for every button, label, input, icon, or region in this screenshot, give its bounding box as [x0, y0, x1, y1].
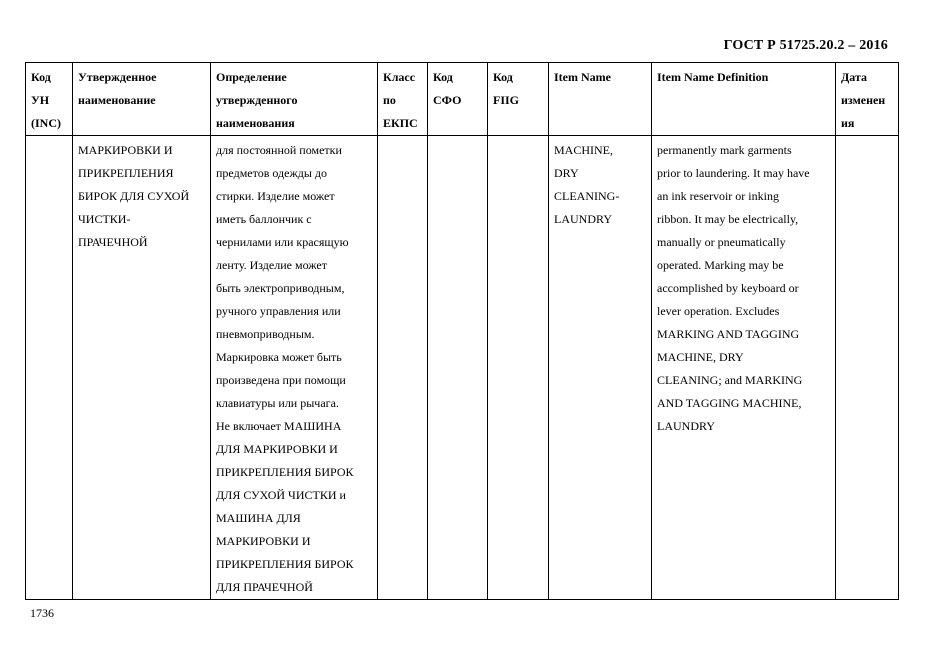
text-line: ЧИСТКИ-: [78, 212, 131, 226]
text-line: МАШИНА ДЛЯ: [216, 511, 301, 525]
column-header-definition: [211, 63, 378, 136]
cell-ekps-class: [378, 136, 428, 600]
text-line: prior to laundering. It may have: [657, 166, 810, 180]
cell-sfo-code: [428, 136, 488, 600]
text-line: Утвержденное: [78, 70, 157, 84]
table-header-row: [26, 63, 899, 136]
text-line: Код: [31, 70, 51, 84]
text-line: accomplished by keyboard or: [657, 281, 799, 295]
column-header-inc: [26, 63, 73, 136]
text-line: ПРИКРЕПЛЕНИЯ: [78, 166, 174, 180]
column-header-item-name: [549, 63, 652, 136]
text-line: ДЛЯ СУХОЙ ЧИСТКИ и: [216, 488, 346, 502]
cell-item-name-definition: [652, 136, 836, 600]
text-line: ПРАЧЕЧНОЙ: [78, 235, 148, 249]
text-line: an ink reservoir or inking: [657, 189, 779, 203]
text-line: Код: [433, 70, 453, 84]
cell-fiig-code: [488, 136, 549, 600]
text-line: DRY: [554, 166, 579, 180]
text-line: иметь баллончик с: [216, 212, 312, 226]
column-header-ekps-class: [378, 63, 428, 136]
cell-inc: [26, 136, 73, 600]
text-line: ручного управления или: [216, 304, 341, 318]
text-line: ribbon. It may be electrically,: [657, 212, 799, 226]
text-line: LAUNDRY: [554, 212, 613, 226]
text-line: предметов одежды до: [216, 166, 328, 180]
text-line: наименование: [78, 93, 156, 107]
column-header-fiig-code: [488, 63, 549, 136]
cell-approved-name: [73, 136, 211, 600]
text-line: утвержденного: [216, 93, 298, 107]
column-header-sfo-code: [428, 63, 488, 136]
text-line: AND TAGGING MACHINE,: [657, 396, 802, 410]
text-line: manually or pneumatically: [657, 235, 786, 249]
text-line: пневмоприводным.: [216, 327, 315, 341]
text-line: LAUNDRY: [657, 419, 716, 433]
text-line: Дата: [841, 70, 867, 84]
text-line: УН: [31, 93, 50, 107]
cell-item-name: [549, 136, 652, 600]
text-line: Не включает МАШИНА: [216, 419, 342, 433]
text-line: стирки. Изделие может: [216, 189, 335, 203]
text-line: ДЛЯ МАРКИРОВКИ И: [216, 442, 338, 456]
text-line: CLEANING-: [554, 189, 620, 203]
text-line: МАРКИРОВКИ И: [78, 143, 173, 157]
text-line: (INC): [31, 116, 61, 130]
text-line: ЕКПС: [383, 116, 418, 130]
table-row: [26, 136, 899, 600]
text-line: Определение: [216, 70, 287, 84]
text-line: наименования: [216, 116, 295, 130]
text-line: ПРИКРЕПЛЕНИЯ БИРОК: [216, 465, 354, 479]
text-line: по: [383, 93, 396, 107]
text-line: чернилами или красящую: [216, 235, 349, 249]
text-line: Маркировка может быть: [216, 350, 342, 364]
text-line: Item Name: [554, 70, 611, 84]
text-line: ПРИКРЕПЛЕНИЯ БИРОК: [216, 557, 354, 571]
text-line: MARKING AND TAGGING: [657, 327, 800, 341]
column-header-approved-name: [73, 63, 211, 136]
text-line: БИРОК ДЛЯ СУХОЙ: [78, 189, 190, 203]
text-line: клавиатуры или рычага.: [216, 396, 339, 410]
text-line: permanently mark garments: [657, 143, 792, 157]
text-line: для постоянной пометки: [216, 143, 342, 157]
cell-definition: [211, 136, 378, 600]
catalog-table: [25, 62, 899, 600]
text-line: быть электроприводным,: [216, 281, 345, 295]
text-line: operated. Marking may be: [657, 258, 784, 272]
text-line: ДЛЯ ПРАЧЕЧНОЙ: [216, 580, 313, 594]
text-line: CLEANING; and MARKING: [657, 373, 803, 387]
page-number: 1736: [30, 606, 54, 620]
text-line: СФО: [433, 93, 462, 107]
text-line: ленту. Изделие может: [216, 258, 327, 272]
text-line: MACHINE,: [554, 143, 613, 157]
column-header-change-date: [836, 63, 899, 136]
text-line: MACHINE, DRY: [657, 350, 744, 364]
text-line: произведена при помощи: [216, 373, 346, 387]
column-header-item-name-definition: [652, 63, 836, 136]
text-line: Item Name Definition: [657, 70, 769, 84]
standard-designation: ГОСТ Р 51725.20.2 – 2016: [723, 38, 888, 53]
text-line: lever operation. Excludes: [657, 304, 780, 318]
text-line: изменен: [841, 93, 886, 107]
text-line: Класс: [383, 70, 416, 84]
text-line: FIIG: [493, 93, 520, 107]
cell-change-date: [836, 136, 899, 600]
text-line: Код: [493, 70, 513, 84]
text-line: МАРКИРОВКИ И: [216, 534, 311, 548]
text-line: ия: [841, 116, 855, 130]
